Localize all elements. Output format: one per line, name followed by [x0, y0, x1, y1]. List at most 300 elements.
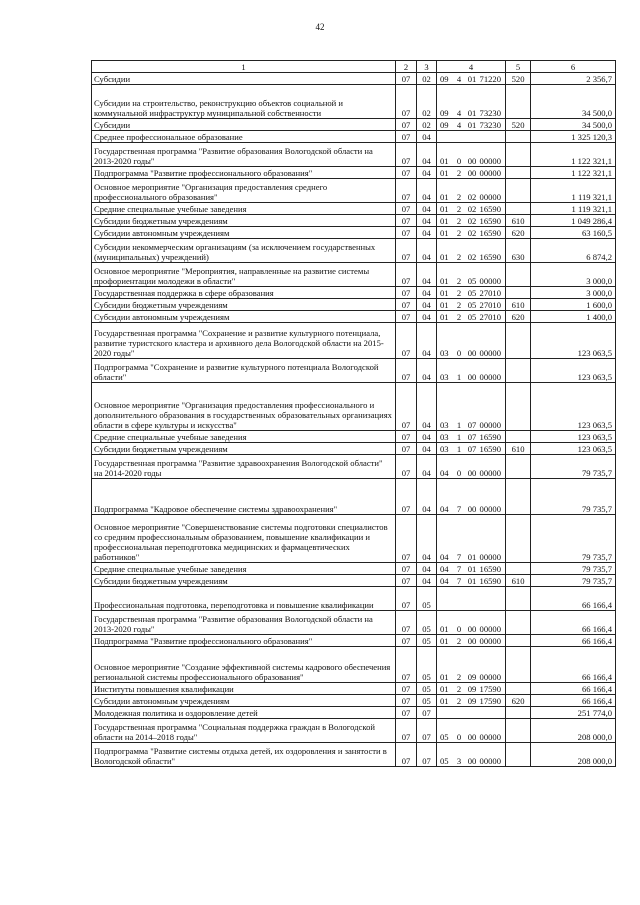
- row-name: Субсидии некоммерческим организациям (за исключением государственных (муниципальных) учреждений): [92, 239, 396, 263]
- amount-value: 79 735,7: [531, 515, 616, 563]
- amount-value: 251 774,0: [531, 707, 616, 719]
- expense-type-code: [506, 203, 531, 215]
- row-name: Основное мероприятие "Создание эффективной системы кадрового обеспечения региональной системы профессионального образования": [92, 647, 396, 683]
- subprogram-code: [453, 587, 466, 611]
- section-code: 07: [396, 719, 417, 743]
- table-row: [92, 359, 616, 383]
- table-row: [92, 239, 616, 263]
- subsection-code: 04: [417, 203, 437, 215]
- subsection-code: 07: [417, 707, 437, 719]
- page-number: 42: [315, 22, 325, 32]
- budget-table: [91, 60, 616, 767]
- expense-type-code: [506, 287, 531, 299]
- section-code: 07: [396, 131, 417, 143]
- direction-code: 00000: [479, 383, 506, 431]
- row-name: Государственная программа "Социальная поддержка граждан в Вологодской области на 2014–2018 годы": [92, 719, 396, 743]
- expense-type-code: 610: [506, 443, 531, 455]
- program-code: 01: [437, 239, 453, 263]
- direction-code: 27010: [479, 299, 506, 311]
- expense-type-code: 520: [506, 73, 531, 85]
- section-code: 07: [396, 479, 417, 515]
- amount-value: 63 160,5: [531, 227, 616, 239]
- activity-code: 01: [466, 515, 479, 563]
- expense-type-code: [506, 263, 531, 287]
- direction-code: 00000: [479, 359, 506, 383]
- row-name: Подпрограмма "Сохранение и развитие культурного потенциала Вологодской области": [92, 359, 396, 383]
- section-code: 07: [396, 707, 417, 719]
- section-code: 07: [396, 143, 417, 167]
- program-code: 03: [437, 359, 453, 383]
- section-code: 07: [396, 455, 417, 479]
- subsection-code: 07: [417, 743, 437, 767]
- row-name: Подпрограмма "Развитие системы отдыха детей, их оздоровления и занятости в Вологодской области": [92, 743, 396, 767]
- activity-code: 05: [466, 299, 479, 311]
- row-name: Субсидии бюджетным учреждениям: [92, 215, 396, 227]
- subsection-code: 04: [417, 563, 437, 575]
- expense-type-code: [506, 635, 531, 647]
- activity-code: 09: [466, 683, 479, 695]
- table-row: [92, 167, 616, 179]
- subsection-code: 04: [417, 287, 437, 299]
- direction-code: 73230: [479, 119, 506, 131]
- subsection-code: 04: [417, 263, 437, 287]
- table-row: [92, 287, 616, 299]
- direction-code: 16590: [479, 227, 506, 239]
- subprogram-code: 4: [453, 119, 466, 131]
- activity-code: 00: [466, 323, 479, 359]
- amount-value: 1 119 321,1: [531, 179, 616, 203]
- section-code: 07: [396, 287, 417, 299]
- program-code: 03: [437, 443, 453, 455]
- direction-code: 00000: [479, 479, 506, 515]
- table-row: [92, 647, 616, 683]
- subprogram-code: 2: [453, 239, 466, 263]
- subprogram-code: 0: [453, 719, 466, 743]
- program-code: 04: [437, 479, 453, 515]
- amount-value: 1 122 321,1: [531, 143, 616, 167]
- activity-code: 00: [466, 479, 479, 515]
- row-name: Средние специальные учебные заведения: [92, 203, 396, 215]
- amount-value: 1 400,0: [531, 311, 616, 323]
- row-name: Молодежная политика и оздоровление детей: [92, 707, 396, 719]
- table-row: [92, 299, 616, 311]
- table-row: [92, 455, 616, 479]
- amount-value: 66 166,4: [531, 695, 616, 707]
- amount-value: 123 063,5: [531, 359, 616, 383]
- amount-value: 1 119 321,1: [531, 203, 616, 215]
- table-row: [92, 143, 616, 167]
- expense-type-code: 610: [506, 215, 531, 227]
- row-name: Институты повышения квалификации: [92, 683, 396, 695]
- table-row: [92, 611, 616, 635]
- activity-code: 05: [466, 287, 479, 299]
- expense-type-code: [506, 143, 531, 167]
- section-code: 07: [396, 299, 417, 311]
- section-code: 07: [396, 215, 417, 227]
- section-code: 07: [396, 443, 417, 455]
- amount-value: 208 000,0: [531, 719, 616, 743]
- direction-code: 16590: [479, 431, 506, 443]
- activity-code: 02: [466, 215, 479, 227]
- subprogram-code: [453, 707, 466, 719]
- subprogram-code: 4: [453, 73, 466, 85]
- subsection-code: 04: [417, 215, 437, 227]
- section-code: 07: [396, 359, 417, 383]
- expense-type-code: [506, 131, 531, 143]
- activity-code: 01: [466, 73, 479, 85]
- subsection-code: 04: [417, 323, 437, 359]
- direction-code: 73230: [479, 85, 506, 119]
- activity-code: 07: [466, 443, 479, 455]
- expense-type-code: [506, 383, 531, 431]
- table-row: [92, 311, 616, 323]
- table-row: [92, 635, 616, 647]
- activity-code: 01: [466, 563, 479, 575]
- expense-type-code: [506, 323, 531, 359]
- amount-value: 34 500,0: [531, 85, 616, 119]
- activity-code: 00: [466, 143, 479, 167]
- amount-value: 66 166,4: [531, 635, 616, 647]
- subsection-code: 04: [417, 575, 437, 587]
- amount-value: 79 735,7: [531, 479, 616, 515]
- activity-code: 02: [466, 227, 479, 239]
- amount-value: 66 166,4: [531, 647, 616, 683]
- program-code: 01: [437, 635, 453, 647]
- row-name: Подпрограмма "Развитие профессионального образования": [92, 167, 396, 179]
- direction-code: 16590: [479, 575, 506, 587]
- row-name: Среднее профессиональное образование: [92, 131, 396, 143]
- expense-type-code: 620: [506, 227, 531, 239]
- program-code: 09: [437, 119, 453, 131]
- expense-type-code: 630: [506, 239, 531, 263]
- expense-type-code: [506, 707, 531, 719]
- subsection-code: 04: [417, 515, 437, 563]
- amount-value: 2 356,7: [531, 73, 616, 85]
- amount-value: 66 166,4: [531, 611, 616, 635]
- direction-code: 00000: [479, 515, 506, 563]
- section-code: 07: [396, 85, 417, 119]
- table-row: [92, 575, 616, 587]
- expense-type-code: [506, 563, 531, 575]
- amount-value: 123 063,5: [531, 431, 616, 443]
- row-name: Государственная поддержка в сфере образования: [92, 287, 396, 299]
- direction-code: 16590: [479, 239, 506, 263]
- program-code: 01: [437, 647, 453, 683]
- table-row: [92, 479, 616, 515]
- direction-code: 00000: [479, 323, 506, 359]
- subprogram-code: 0: [453, 143, 466, 167]
- subsection-code: 04: [417, 359, 437, 383]
- direction-code: 16590: [479, 203, 506, 215]
- activity-code: 07: [466, 431, 479, 443]
- expense-type-code: [506, 683, 531, 695]
- direction-code: 71220: [479, 73, 506, 85]
- activity-code: 02: [466, 203, 479, 215]
- expense-type-code: [506, 455, 531, 479]
- subprogram-code: 2: [453, 203, 466, 215]
- table-row: [92, 707, 616, 719]
- expense-type-code: 520: [506, 119, 531, 131]
- activity-code: 09: [466, 647, 479, 683]
- amount-value: 123 063,5: [531, 323, 616, 359]
- row-name: Государственная программа "Развитие здравоохранения Вологодской области" на 2014-2020 годы: [92, 455, 396, 479]
- amount-value: 34 500,0: [531, 119, 616, 131]
- table-row: [92, 323, 616, 359]
- subprogram-code: 2: [453, 695, 466, 707]
- expense-type-code: [506, 479, 531, 515]
- subprogram-code: 1: [453, 359, 466, 383]
- amount-value: 79 735,7: [531, 455, 616, 479]
- program-code: 01: [437, 311, 453, 323]
- section-code: 07: [396, 647, 417, 683]
- section-code: 07: [396, 323, 417, 359]
- row-name: Государственная программа "Развитие образования Вологодской области на 2013-2020 годы": [92, 611, 396, 635]
- direction-code: 16590: [479, 443, 506, 455]
- program-code: 03: [437, 383, 453, 431]
- section-code: 07: [396, 515, 417, 563]
- table-row: [92, 587, 616, 611]
- subprogram-code: 1: [453, 383, 466, 431]
- expense-type-code: [506, 179, 531, 203]
- activity-code: 09: [466, 695, 479, 707]
- amount-value: 3 000,0: [531, 263, 616, 287]
- direction-code: 17590: [479, 695, 506, 707]
- subprogram-code: 1: [453, 443, 466, 455]
- subprogram-code: 0: [453, 611, 466, 635]
- activity-code: 00: [466, 359, 479, 383]
- amount-value: 3 000,0: [531, 287, 616, 299]
- subprogram-code: 7: [453, 515, 466, 563]
- section-code: 07: [396, 311, 417, 323]
- direction-code: 27010: [479, 287, 506, 299]
- program-code: 05: [437, 743, 453, 767]
- direction-code: 00000: [479, 743, 506, 767]
- direction-code: 17590: [479, 683, 506, 695]
- row-name: Субсидии бюджетным учреждениям: [92, 299, 396, 311]
- expense-type-code: [506, 743, 531, 767]
- row-name: Государственная программа "Сохранение и развитие культурного потенциала, развитие туристского кластера и архивного дела Вологодской области на 2015-2020 годы": [92, 323, 396, 359]
- subsection-code: 04: [417, 479, 437, 515]
- row-name: Средние специальные учебные заведения: [92, 563, 396, 575]
- amount-value: 123 063,5: [531, 443, 616, 455]
- subsection-code: 05: [417, 587, 437, 611]
- activity-code: 05: [466, 311, 479, 323]
- column-header: 5: [506, 61, 531, 73]
- expense-type-code: 620: [506, 695, 531, 707]
- subprogram-code: 2: [453, 179, 466, 203]
- program-code: 01: [437, 215, 453, 227]
- program-code: [437, 587, 453, 611]
- amount-value: 1 325 120,3: [531, 131, 616, 143]
- expense-type-code: 610: [506, 299, 531, 311]
- activity-code: [466, 707, 479, 719]
- subprogram-code: 2: [453, 683, 466, 695]
- direction-code: 00000: [479, 143, 506, 167]
- expense-type-code: [506, 167, 531, 179]
- section-code: 07: [396, 575, 417, 587]
- subprogram-code: 7: [453, 479, 466, 515]
- activity-code: 01: [466, 119, 479, 131]
- program-code: 01: [437, 179, 453, 203]
- table-row: [92, 695, 616, 707]
- subsection-code: 02: [417, 119, 437, 131]
- expense-type-code: [506, 587, 531, 611]
- program-code: 01: [437, 611, 453, 635]
- subsection-code: 04: [417, 167, 437, 179]
- section-code: 07: [396, 563, 417, 575]
- activity-code: 00: [466, 719, 479, 743]
- table-row: [92, 443, 616, 455]
- row-name: Субсидии автономным учреждениям: [92, 311, 396, 323]
- subsection-code: 04: [417, 131, 437, 143]
- row-name: Государственная программа "Развитие образования Вологодской области на 2013-2020 годы": [92, 143, 396, 167]
- activity-code: 00: [466, 167, 479, 179]
- amount-value: 1 049 286,4: [531, 215, 616, 227]
- program-code: 03: [437, 431, 453, 443]
- row-name: Субсидии: [92, 119, 396, 131]
- expense-type-code: [506, 431, 531, 443]
- activity-code: 07: [466, 383, 479, 431]
- direction-code: 00000: [479, 647, 506, 683]
- section-code: 07: [396, 119, 417, 131]
- amount-value: 79 735,7: [531, 563, 616, 575]
- program-code: 01: [437, 203, 453, 215]
- row-name: Субсидии автономным учреждениям: [92, 695, 396, 707]
- row-name: Подпрограмма "Развитие профессионального образования": [92, 635, 396, 647]
- subprogram-code: 2: [453, 287, 466, 299]
- subsection-code: 02: [417, 73, 437, 85]
- table-row: [92, 719, 616, 743]
- amount-value: 79 735,7: [531, 575, 616, 587]
- activity-code: [466, 131, 479, 143]
- table-row: [92, 119, 616, 131]
- table-row: [92, 215, 616, 227]
- program-code: 01: [437, 299, 453, 311]
- section-code: 07: [396, 683, 417, 695]
- subprogram-code: 2: [453, 215, 466, 227]
- table-row: [92, 131, 616, 143]
- column-header: 3: [417, 61, 437, 73]
- program-code: 01: [437, 695, 453, 707]
- direction-code: [479, 707, 506, 719]
- table-header-row: [92, 61, 616, 73]
- subsection-code: 04: [417, 311, 437, 323]
- activity-code: 05: [466, 263, 479, 287]
- program-code: 09: [437, 73, 453, 85]
- subsection-code: 04: [417, 299, 437, 311]
- row-name: Средние специальные учебные заведения: [92, 431, 396, 443]
- activity-code: 02: [466, 239, 479, 263]
- column-header: 2: [396, 61, 417, 73]
- section-code: 07: [396, 73, 417, 85]
- table-row: [92, 85, 616, 119]
- program-code: 01: [437, 227, 453, 239]
- activity-code: 00: [466, 743, 479, 767]
- table-row: [92, 263, 616, 287]
- direction-code: [479, 131, 506, 143]
- subsection-code: 04: [417, 431, 437, 443]
- subsection-code: 05: [417, 611, 437, 635]
- subprogram-code: 2: [453, 227, 466, 239]
- activity-code: 01: [466, 85, 479, 119]
- direction-code: 00000: [479, 455, 506, 479]
- direction-code: 00000: [479, 179, 506, 203]
- section-code: 07: [396, 635, 417, 647]
- program-code: 04: [437, 563, 453, 575]
- amount-value: 66 166,4: [531, 683, 616, 695]
- direction-code: [479, 587, 506, 611]
- amount-value: 1 600,0: [531, 299, 616, 311]
- subprogram-code: 2: [453, 167, 466, 179]
- program-code: 01: [437, 683, 453, 695]
- activity-code: 00: [466, 455, 479, 479]
- direction-code: 00000: [479, 611, 506, 635]
- section-code: 07: [396, 227, 417, 239]
- section-code: 07: [396, 203, 417, 215]
- direction-code: 16590: [479, 215, 506, 227]
- program-code: 01: [437, 263, 453, 287]
- section-code: 07: [396, 179, 417, 203]
- section-code: 07: [396, 383, 417, 431]
- subprogram-code: 4: [453, 85, 466, 119]
- subprogram-code: 7: [453, 563, 466, 575]
- column-header: 1: [92, 61, 396, 73]
- table-row: [92, 683, 616, 695]
- section-code: 07: [396, 743, 417, 767]
- section-code: 07: [396, 431, 417, 443]
- direction-code: 00000: [479, 263, 506, 287]
- subprogram-code: 2: [453, 635, 466, 647]
- column-header: 6: [531, 61, 616, 73]
- subsection-code: 04: [417, 455, 437, 479]
- section-code: 07: [396, 239, 417, 263]
- amount-value: 123 063,5: [531, 383, 616, 431]
- activity-code: 00: [466, 635, 479, 647]
- subsection-code: 02: [417, 85, 437, 119]
- subprogram-code: 1: [453, 431, 466, 443]
- program-code: [437, 707, 453, 719]
- row-name: Субсидии бюджетным учреждениям: [92, 443, 396, 455]
- subprogram-code: 0: [453, 323, 466, 359]
- subprogram-code: 2: [453, 299, 466, 311]
- table-row: [92, 743, 616, 767]
- expense-type-code: [506, 515, 531, 563]
- expense-type-code: [506, 359, 531, 383]
- direction-code: 00000: [479, 719, 506, 743]
- section-code: 07: [396, 695, 417, 707]
- table-row: [92, 515, 616, 563]
- table-row: [92, 431, 616, 443]
- program-code: 04: [437, 515, 453, 563]
- row-name: Основное мероприятие "Совершенствование системы подготовки специалистов со средним профессиональным образованием, повышение квалификации и профессиональная переподготовка медицинских и фармацевтических работников": [92, 515, 396, 563]
- amount-value: 66 166,4: [531, 587, 616, 611]
- section-code: 07: [396, 263, 417, 287]
- column-header: 4: [437, 61, 506, 73]
- table-row: [92, 383, 616, 431]
- expense-type-code: [506, 611, 531, 635]
- subprogram-code: 2: [453, 647, 466, 683]
- subprogram-code: 2: [453, 263, 466, 287]
- section-code: 07: [396, 587, 417, 611]
- direction-code: 00000: [479, 635, 506, 647]
- subsection-code: 04: [417, 143, 437, 167]
- subsection-code: 04: [417, 443, 437, 455]
- section-code: 07: [396, 611, 417, 635]
- program-code: [437, 131, 453, 143]
- row-name: Основное мероприятие "Организация предоставления профессионального и дополнительного образования в государственных образовательных организациях области в сфере культуры и искусства": [92, 383, 396, 431]
- amount-value: 1 122 321,1: [531, 167, 616, 179]
- subsection-code: 05: [417, 683, 437, 695]
